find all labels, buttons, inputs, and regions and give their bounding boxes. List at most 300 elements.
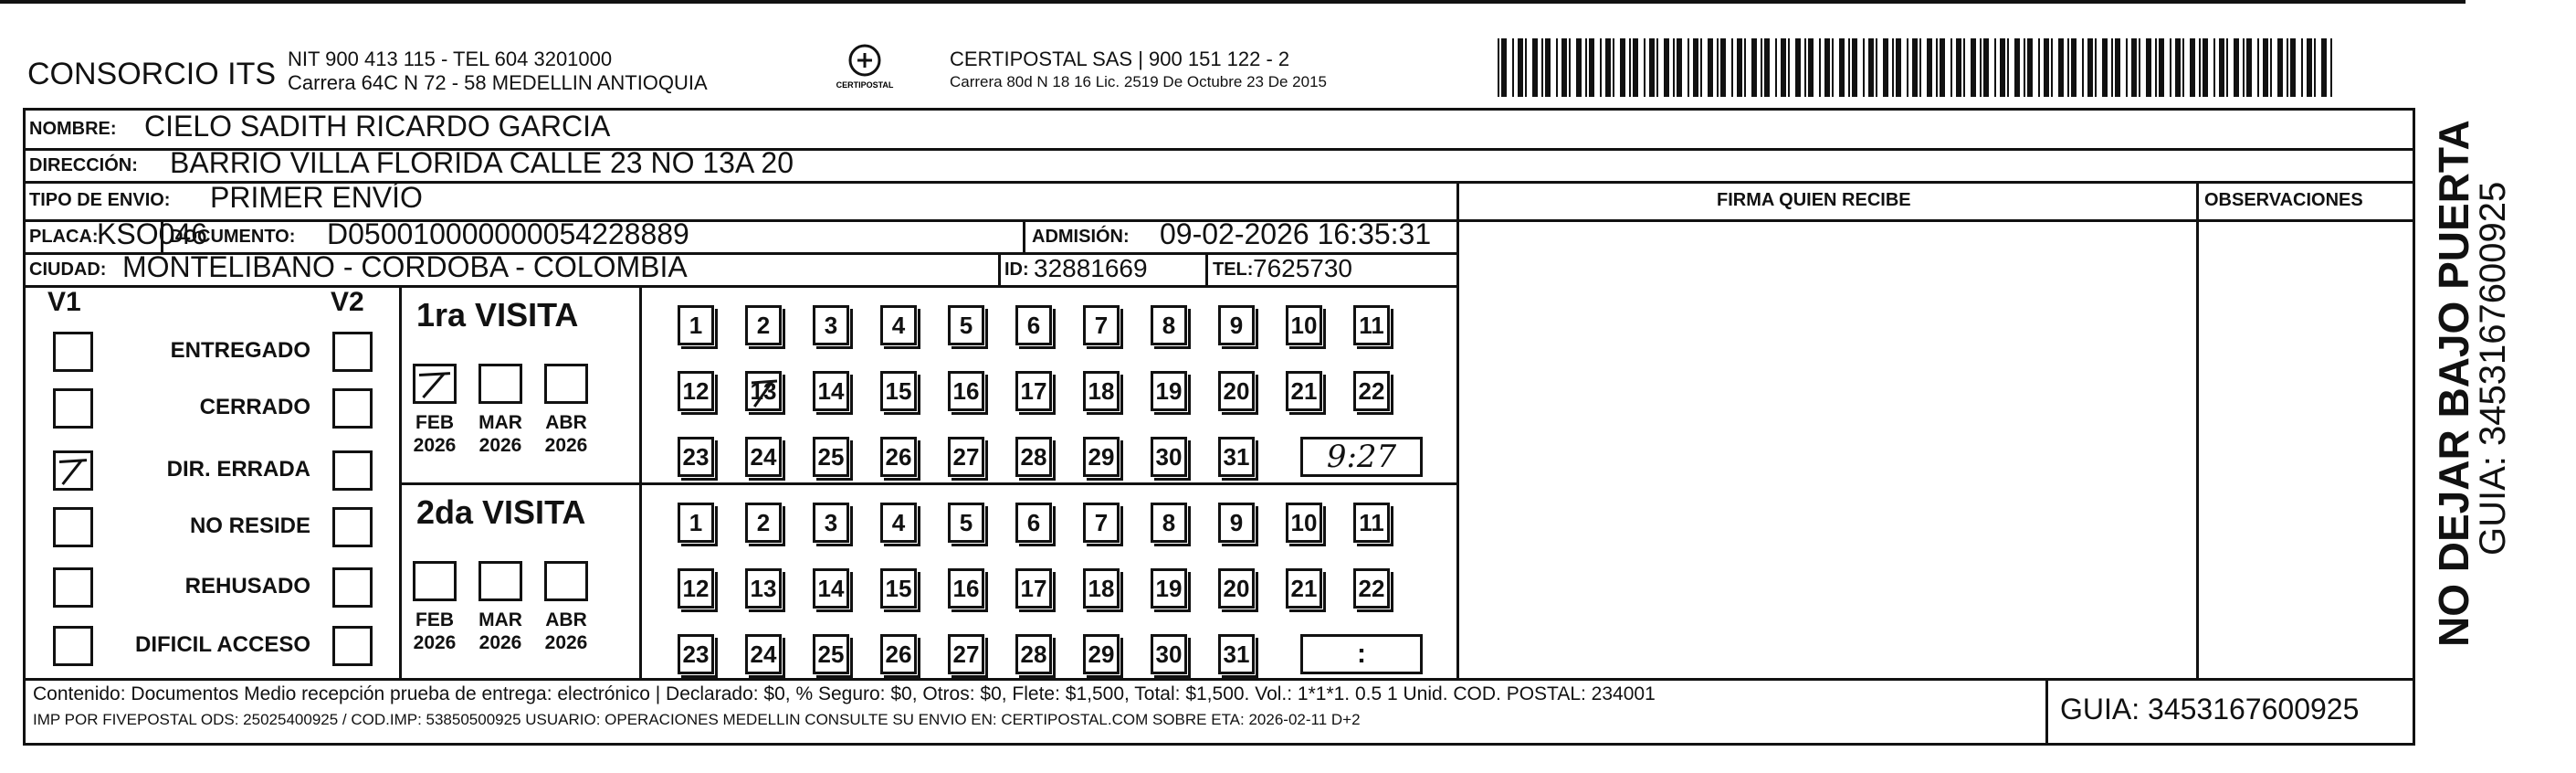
barcode-bar: [2027, 38, 2033, 97]
visit-time-box[interactable]: [1300, 634, 1423, 674]
month-checkbox[interactable]: [478, 364, 522, 404]
direccion-label: DIRECCIÓN:: [29, 155, 138, 175]
barcode-bar: [2170, 38, 2171, 97]
side-instruction: NO DEJAR BAJO PUERTA: [2430, 120, 2477, 647]
barcode-bar: [2139, 38, 2140, 97]
day-box[interactable]: [1083, 305, 1120, 345]
barcode-bar: [1994, 38, 1996, 97]
barcode-bar: [1751, 38, 1757, 97]
barcode-bar: [2257, 38, 2259, 97]
barcode-bar: [2087, 38, 2093, 97]
day-number: 5: [959, 508, 973, 536]
courier-name: CERTIPOSTAL SAS | 900 151 122 - 2: [950, 48, 1290, 70]
day-number: 6: [1026, 311, 1041, 339]
barcode-bar: [1656, 38, 1658, 97]
top-edge: [0, 0, 2466, 4]
barcode-bar: [1883, 38, 1888, 97]
tel-label: TEL:: [1213, 259, 1254, 280]
barcode-bar: [2095, 38, 2097, 97]
day-number: 8: [1162, 311, 1176, 339]
day-box[interactable]: [1286, 568, 1322, 609]
day-box[interactable]: [678, 568, 714, 609]
barcode-bar: [1819, 38, 1821, 97]
barcode-bar: [1700, 38, 1702, 97]
day-box[interactable]: [745, 634, 782, 674]
company-nit: NIT 900 413 115 - TEL 604 3201000: [288, 48, 613, 70]
company-name: CONSORCIO ITS: [27, 57, 277, 91]
visit-title: 2da VISITA: [416, 493, 586, 531]
day-number: 17: [1020, 376, 1047, 405]
barcode-bar: [1950, 38, 1952, 97]
barcode-bar: [2007, 38, 2009, 97]
admision-label: ADMISIÓN:: [1032, 227, 1130, 247]
day-number: 7: [1094, 311, 1109, 339]
admision-value: 09-02-2026 16:35:31: [1160, 217, 1432, 250]
footer-content: Contenido: Documentos Medio recepción prueba de entrega: electrónico | Declarado: $0, % Seguro: $0, Otros: $0, Flete: $1,500, Total: $1,500. Vol.: 1*1*1. 0.5 1 Unid. COD. POSTAL: 234001: [33, 683, 1656, 704]
day-number: 4: [891, 508, 906, 536]
day-box[interactable]: [745, 568, 782, 609]
footer-guia: GUIA: 3453167600925: [2060, 693, 2360, 725]
day-number: 19: [1155, 574, 1183, 602]
status-option-label: ENTREGADO: [170, 338, 310, 363]
day-number: 3: [824, 311, 838, 339]
day-box[interactable]: [1353, 305, 1390, 345]
day-number: 23: [682, 442, 710, 471]
barcode-bar: [1501, 38, 1507, 97]
month-checkbox[interactable]: [544, 561, 588, 601]
month-label: [407, 609, 462, 654]
day-box[interactable]: [1218, 437, 1255, 477]
barcode-bar: [1585, 38, 1587, 97]
day-box[interactable]: [813, 371, 849, 411]
day-number: 16: [952, 574, 980, 602]
status-option-label: DIR. ERRADA: [166, 457, 310, 482]
v2-checkbox[interactable]: [332, 332, 373, 372]
day-number: 25: [817, 640, 845, 668]
day-number: 14: [817, 574, 845, 602]
barcode-bar: [1896, 38, 1901, 97]
ciudad-label: CIUDAD:: [29, 259, 107, 280]
month-checkbox[interactable]: [478, 561, 522, 601]
barcode-bar: [1863, 38, 1865, 97]
barcode-bar: [2159, 38, 2164, 97]
barcode-bar: [2203, 38, 2208, 97]
barcode-bar: [1532, 38, 1538, 97]
day-box[interactable]: [1353, 371, 1390, 411]
barcode-bar: [1788, 38, 1790, 97]
day-number: 9: [1229, 508, 1244, 536]
day-number: 20: [1223, 574, 1250, 602]
barcode-bar: [2111, 38, 2113, 97]
day-box[interactable]: [678, 371, 714, 411]
day-box[interactable]: [948, 634, 984, 674]
barcode-bar: [1569, 38, 1571, 97]
barcode-bar: [1613, 38, 1614, 97]
month-label: [407, 411, 462, 457]
day-box[interactable]: [1083, 503, 1120, 543]
day-box[interactable]: [1218, 634, 1255, 674]
day-number: 21: [1290, 376, 1318, 405]
documento-value: D050010000000054228889: [327, 217, 689, 250]
day-number: 11: [1359, 311, 1384, 339]
month-label: [539, 609, 594, 654]
barcode-bar: [1717, 38, 1719, 97]
barcode-bar: [1804, 38, 1806, 97]
day-box[interactable]: [1151, 305, 1187, 345]
day-box[interactable]: [880, 437, 917, 477]
v1-checkbox[interactable]: [53, 388, 93, 429]
barcode-bar: [2270, 38, 2272, 97]
day-box[interactable]: [1353, 503, 1390, 543]
courier-address: Carrera 80d N 18 16 Lic. 2519 De Octubre 23 De 2015: [950, 73, 1327, 90]
day-box[interactable]: [1015, 371, 1052, 411]
barcode-bar: [1927, 38, 1932, 97]
placa-value: KSO046: [97, 217, 207, 250]
day-box[interactable]: [880, 634, 917, 674]
barcode-bar: [1561, 38, 1567, 97]
day-box[interactable]: [813, 305, 849, 345]
barcode-bar: [2277, 38, 2283, 97]
month-year: 2026: [413, 632, 457, 653]
barcode-bar: [2082, 38, 2084, 97]
barcode-bar: [1876, 38, 1877, 97]
day-number: 25: [817, 442, 845, 471]
month-name: FEB: [415, 609, 454, 630]
barcode-bar: [2246, 38, 2252, 97]
day-box[interactable]: [1083, 568, 1120, 609]
placa-label: PLACA:: [29, 227, 99, 247]
barcode-bar: [1848, 38, 1850, 97]
id-label: ID:: [1004, 259, 1029, 280]
firma-header: FIRMA QUIEN RECIBE: [1717, 190, 1911, 210]
barcode-bar: [1971, 38, 1976, 97]
day-box[interactable]: [1218, 568, 1255, 609]
day-number: 24: [750, 442, 777, 471]
day-number: 1: [689, 311, 703, 339]
barcode-bar: [2199, 38, 2201, 97]
day-number: 3: [824, 508, 838, 536]
barcode-bar: [2321, 38, 2327, 97]
v1-header: V1: [47, 287, 81, 317]
visit-time: 9:27: [1326, 439, 1397, 475]
barcode-bar: [2024, 38, 2025, 97]
day-box[interactable]: [1083, 371, 1120, 411]
day-box[interactable]: [1083, 437, 1120, 477]
day-number: 9: [1229, 311, 1244, 339]
barcode-bar: [2044, 38, 2049, 97]
barcode-bar: [1633, 38, 1638, 97]
tel-value: 7625730: [1253, 254, 1353, 282]
barcode-bar: [2226, 38, 2228, 97]
day-number: 8: [1162, 508, 1176, 536]
day-number: 31: [1223, 442, 1250, 471]
day-box[interactable]: [948, 437, 984, 477]
day-number: 13: [750, 574, 777, 602]
barcode-bar: [2038, 38, 2040, 97]
barcode-bar: [1673, 38, 1675, 97]
status-option-label: DIFICIL ACCESO: [134, 632, 310, 657]
barcode-bar: [1576, 38, 1582, 97]
documento-label: DOCUMENTO:: [170, 227, 296, 247]
day-number: 1: [689, 508, 703, 536]
barcode-bar: [1525, 38, 1527, 97]
barcode-bar: [1764, 38, 1770, 97]
barcode-bar: [1868, 38, 1874, 97]
month-checkbox[interactable]: [413, 364, 457, 404]
barcode-bar: [2102, 38, 2108, 97]
day-box[interactable]: [948, 371, 984, 411]
day-box[interactable]: [678, 305, 714, 345]
barcode-bar: [1556, 38, 1558, 97]
v1-checkbox[interactable]: [53, 626, 93, 666]
barcode-bar: [1912, 38, 1918, 97]
day-number: 20: [1223, 376, 1250, 405]
barcode-bar: [1956, 38, 1961, 97]
day-box[interactable]: [1015, 437, 1052, 477]
barcode-bar: [2219, 38, 2224, 97]
barcode-bar: [2051, 38, 2053, 97]
day-number: 22: [1358, 376, 1385, 405]
day-box[interactable]: [745, 503, 782, 543]
barcode-bar: [1545, 38, 1551, 97]
day-number: 27: [952, 640, 980, 668]
day-number: 10: [1290, 311, 1318, 339]
month-label: [473, 411, 528, 457]
day-number: 21: [1290, 574, 1318, 602]
day-number: 11: [1359, 508, 1384, 536]
svg-text:CERTIPOSTAL: CERTIPOSTAL: [836, 80, 894, 90]
month-label: [539, 411, 594, 457]
barcode-bar: [2000, 38, 2005, 97]
status-option-label: CERRADO: [199, 395, 310, 419]
barcode-bar: [2131, 38, 2137, 97]
day-number: 23: [682, 640, 710, 668]
month-name: MAR: [478, 609, 522, 630]
day-number: 15: [885, 574, 912, 602]
barcode-bar: [2115, 38, 2120, 97]
day-box[interactable]: [1218, 503, 1255, 543]
month-year: 2026: [478, 435, 522, 456]
barcode-bar: [1644, 38, 1645, 97]
v1-checkbox[interactable]: [53, 567, 93, 608]
day-number: 6: [1026, 508, 1041, 536]
visit-time-box[interactable]: [1300, 437, 1423, 477]
day-box[interactable]: [1151, 634, 1187, 674]
barcode-bar: [1498, 38, 1499, 97]
barcode-bar: [1600, 38, 1602, 97]
barcode-bar: [2330, 38, 2332, 97]
barcode-bar: [1907, 38, 1908, 97]
day-box[interactable]: [1286, 371, 1322, 411]
day-number: 30: [1155, 442, 1183, 471]
barcode-bar: [2175, 38, 2181, 97]
day-box[interactable]: [880, 371, 917, 411]
day-number: 26: [885, 442, 912, 471]
barcode-bar: [1983, 38, 1989, 97]
tipo-envio-label: TIPO DE ENVIO:: [29, 190, 171, 210]
day-box[interactable]: [1083, 634, 1120, 674]
day-number: 16: [952, 376, 980, 405]
barcode-bar: [2263, 38, 2268, 97]
barcode-bar: [1824, 38, 1830, 97]
month-checkbox[interactable]: [544, 364, 588, 404]
barcode-bar: [2071, 38, 2077, 97]
day-box[interactable]: [1151, 371, 1187, 411]
day-number: 29: [1088, 442, 1115, 471]
month-name: ABR: [545, 609, 587, 630]
day-box[interactable]: [745, 305, 782, 345]
barcode-bar: [1688, 38, 1689, 97]
barcode-bar: [2314, 38, 2316, 97]
barcode-bar: [1963, 38, 1965, 97]
barcode-bar: [1649, 38, 1655, 97]
day-number: 12: [682, 574, 710, 602]
day-number: 24: [750, 640, 777, 668]
barcode-bar: [2155, 38, 2157, 97]
day-box[interactable]: [745, 437, 782, 477]
barcode-bar: [1708, 38, 1713, 97]
barcode-bar: [1605, 38, 1611, 97]
barcode-bar: [2234, 38, 2239, 97]
barcode-bar: [1781, 38, 1786, 97]
barcode-bar: [1737, 38, 1742, 97]
day-box[interactable]: [1015, 568, 1052, 609]
day-number: 22: [1358, 574, 1385, 602]
day-box[interactable]: [1286, 503, 1322, 543]
barcode-bar: [2126, 38, 2128, 97]
v2-checkbox[interactable]: [332, 388, 373, 429]
barcode-bar: [1664, 38, 1669, 97]
month-name: ABR: [545, 412, 587, 433]
barcode-bar: [2014, 38, 2020, 97]
v1-checkbox[interactable]: [53, 450, 93, 491]
day-box[interactable]: [880, 568, 917, 609]
barcode-bar: [1808, 38, 1814, 97]
day-number: 18: [1088, 376, 1115, 405]
observaciones-header: OBSERVACIONES: [2204, 190, 2363, 210]
status-option-label: NO RESIDE: [189, 514, 310, 538]
barcode-bar: [2213, 38, 2215, 97]
day-number: 18: [1088, 574, 1115, 602]
barcode-bar: [1693, 38, 1698, 97]
v1-checkbox[interactable]: [53, 332, 93, 372]
day-box[interactable]: [948, 568, 984, 609]
v2-checkbox[interactable]: [332, 450, 373, 491]
certipostal-logo: [833, 42, 897, 99]
visit-time: :: [1357, 639, 1366, 669]
day-box[interactable]: [1218, 305, 1255, 345]
v1-checkbox[interactable]: [53, 507, 93, 547]
tipo-envio-value: PRIMER ENVÍO: [210, 181, 423, 214]
barcode-bar: [1677, 38, 1682, 97]
day-box[interactable]: [1218, 371, 1255, 411]
month-name: FEB: [415, 412, 454, 433]
month-year: 2026: [544, 632, 588, 653]
day-box[interactable]: [948, 305, 984, 345]
barcode-bar: [1512, 38, 1514, 97]
barcode-bar: [1744, 38, 1746, 97]
v2-checkbox[interactable]: [332, 626, 373, 666]
v2-checkbox[interactable]: [332, 507, 373, 547]
barcode-bar: [1919, 38, 1921, 97]
month-year: 2026: [478, 632, 522, 653]
ciudad-value: MONTELIBANO - CORDOBA - COLOMBIA: [122, 250, 688, 283]
barcode-bar: [1795, 38, 1801, 97]
day-box[interactable]: [678, 634, 714, 674]
barcode: [1498, 38, 2338, 97]
day-box[interactable]: [880, 503, 917, 543]
v2-checkbox[interactable]: [332, 567, 373, 608]
day-number: 26: [885, 640, 912, 668]
barcode-bar: [2307, 38, 2312, 97]
day-box[interactable]: [745, 371, 782, 411]
day-number: 2: [756, 311, 771, 339]
barcode-bar: [2243, 38, 2245, 97]
barcode-bar: [2190, 38, 2195, 97]
day-number: 12: [682, 376, 710, 405]
barcode-bar: [2287, 38, 2288, 97]
day-number: 28: [1020, 640, 1047, 668]
barcode-bar: [1629, 38, 1631, 97]
month-label: [473, 609, 528, 654]
barcode-bar: [1761, 38, 1762, 97]
day-box[interactable]: [678, 503, 714, 543]
day-number: 4: [891, 311, 906, 339]
day-box[interactable]: [1151, 568, 1187, 609]
day-number: 31: [1223, 640, 1250, 668]
footer-print-info: IMP POR FIVEPOSTAL ODS: 25025400925 / COD.IMP: 53850500925 USUARIO: OPERACIONES MEDELLIN CONSULTE SU ENVIO EN: CERTIPOSTAL.COM SOBRE ETA: 2026-02-11 D+2: [33, 711, 1361, 728]
day-box[interactable]: [1015, 503, 1052, 543]
day-number: 2: [756, 508, 771, 536]
day-box[interactable]: [678, 437, 714, 477]
day-box[interactable]: [1151, 437, 1187, 477]
barcode-bar: [1731, 38, 1733, 97]
barcode-bar: [1518, 38, 1523, 97]
day-number: 13: [750, 376, 777, 405]
company-address: Carrera 64C N 72 - 58 MEDELLIN ANTIOQUIA: [288, 71, 708, 94]
barcode-bar: [2301, 38, 2303, 97]
day-box[interactable]: [1151, 503, 1187, 543]
barcode-bar: [1892, 38, 1894, 97]
barcode-bar: [1720, 38, 1726, 97]
visit-title: 1ra VISITA: [416, 296, 579, 334]
day-box[interactable]: [1015, 634, 1052, 674]
direccion-value: BARRIO VILLA FLORIDA CALLE 23 NO 13A 20: [170, 146, 794, 179]
barcode-bar: [1940, 38, 1945, 97]
barcode-bar: [2182, 38, 2184, 97]
day-box[interactable]: [813, 437, 849, 477]
day-box[interactable]: [813, 568, 849, 609]
barcode-bar: [1541, 38, 1543, 97]
month-year: 2026: [544, 435, 588, 456]
day-box[interactable]: [813, 503, 849, 543]
day-box[interactable]: [948, 503, 984, 543]
day-box[interactable]: [1353, 568, 1390, 609]
day-number: 28: [1020, 442, 1047, 471]
month-year: 2026: [413, 435, 457, 456]
day-number: 30: [1155, 640, 1183, 668]
day-number: 14: [817, 376, 845, 405]
day-box[interactable]: [880, 305, 917, 345]
day-number: 7: [1094, 508, 1109, 536]
day-box[interactable]: [1286, 305, 1322, 345]
barcode-bar: [2290, 38, 2296, 97]
day-box[interactable]: [813, 634, 849, 674]
month-checkbox[interactable]: [413, 561, 457, 601]
barcode-bar: [1936, 38, 1938, 97]
barcode-bar: [1839, 38, 1845, 97]
day-box[interactable]: [1015, 305, 1052, 345]
